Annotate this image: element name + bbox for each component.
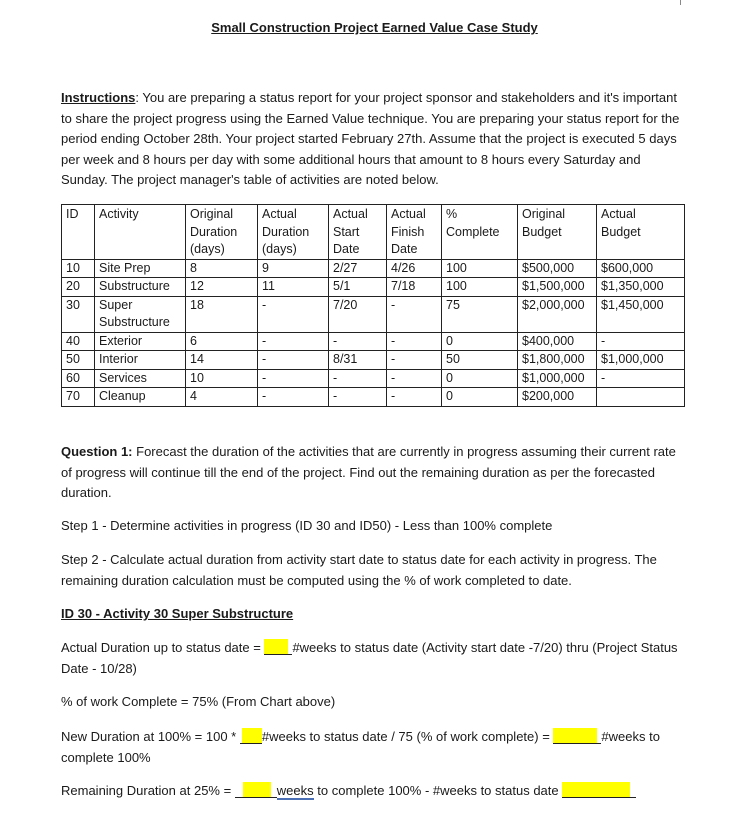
cell-activity: Services bbox=[95, 369, 186, 388]
table-row bbox=[62, 278, 685, 297]
cell-original-budget: $200,000 bbox=[518, 388, 597, 407]
table-row bbox=[62, 369, 685, 388]
cell-actual-duration: 9 bbox=[258, 259, 329, 278]
cell-percent-complete: 100 bbox=[442, 278, 518, 297]
answer-blank[interactable] bbox=[242, 728, 262, 744]
cell-original-duration: 6 bbox=[186, 332, 258, 351]
instructions-label: Instructions bbox=[61, 90, 136, 105]
header-actual-duration: Actual Duration (days) bbox=[258, 205, 329, 260]
cell-actual-duration: - bbox=[258, 388, 329, 407]
cell-activity: Substructure bbox=[95, 278, 186, 297]
cell-finish-date: - bbox=[387, 332, 442, 351]
cell-id: 40 bbox=[62, 332, 95, 351]
header-actual-start: Actual Start Date bbox=[329, 205, 387, 260]
header-actual-budget: Actual Budget bbox=[597, 205, 685, 260]
question-1-label: Question 1: bbox=[61, 444, 133, 459]
header-percent-complete: % Complete bbox=[442, 205, 518, 260]
cell-start-date: 2/27 bbox=[329, 259, 387, 278]
cell-original-duration: 10 bbox=[186, 369, 258, 388]
remaining-duration-line: Remaining Duration at 25% = weeks to complete 100% - #weeks to status date bbox=[61, 781, 689, 802]
table-header-row bbox=[62, 205, 685, 260]
new-duration-line: New Duration at 100% = 100 * #weeks to status date / 75 (% of work complete) = #weeks to complete 100% bbox=[61, 729, 660, 765]
cell-finish-date: - bbox=[387, 296, 442, 332]
cell-id: 70 bbox=[62, 388, 95, 407]
cell-original-duration: 14 bbox=[186, 351, 258, 370]
cell-original-budget: $1,500,000 bbox=[518, 278, 597, 297]
cell-original-budget: $1,000,000 bbox=[518, 369, 597, 388]
cell-original-budget: $500,000 bbox=[518, 259, 597, 278]
cell-percent-complete: 75 bbox=[442, 296, 518, 332]
cell-actual-budget: $600,000 bbox=[597, 259, 685, 278]
table-row bbox=[62, 332, 685, 351]
answer-blank[interactable] bbox=[243, 782, 271, 798]
cell-start-date: - bbox=[329, 332, 387, 351]
cell-id: 20 bbox=[62, 278, 95, 297]
cell-actual-duration: - bbox=[258, 369, 329, 388]
cell-original-duration: 4 bbox=[186, 388, 258, 407]
header-original-duration: Original Duration (days) bbox=[186, 205, 258, 260]
cell-start-date: 8/31 bbox=[329, 351, 387, 370]
cell-id: 30 bbox=[62, 296, 95, 332]
header-activity: Activity bbox=[95, 205, 186, 260]
table-row bbox=[62, 351, 685, 370]
step-2-text: Step 2 - Calculate actual duration from activity start date to status date for each activity in progress. The remaining duration calculation must be computed using the % of work completed to date. bbox=[61, 552, 657, 588]
cell-finish-date: 4/26 bbox=[387, 259, 442, 278]
page-corner-mark bbox=[680, 0, 681, 5]
table-row bbox=[62, 388, 685, 407]
cell-actual-budget: - bbox=[597, 332, 685, 351]
cell-finish-date: 7/18 bbox=[387, 278, 442, 297]
cell-activity: Site Prep bbox=[95, 259, 186, 278]
cell-start-date: - bbox=[329, 369, 387, 388]
cell-original-duration: 8 bbox=[186, 259, 258, 278]
cell-percent-complete: 0 bbox=[442, 388, 518, 407]
answer-blank[interactable] bbox=[553, 728, 597, 744]
cell-original-duration: 18 bbox=[186, 296, 258, 332]
cell-activity: Exterior bbox=[95, 332, 186, 351]
id30-heading: ID 30 - Activity 30 Super Substructure bbox=[61, 606, 294, 621]
cell-actual-budget: $1,450,000 bbox=[597, 296, 685, 332]
cell-percent-complete: 0 bbox=[442, 369, 518, 388]
header-original-budget: Original Budget bbox=[518, 205, 597, 260]
actual-duration-line: Actual Duration up to status date = #weeks to status date (Activity start date -7/20) thru (Project Status Date - 10/28) bbox=[61, 640, 678, 676]
cell-actual-budget: - bbox=[597, 369, 685, 388]
cell-id: 10 bbox=[62, 259, 95, 278]
cell-id: 60 bbox=[62, 369, 95, 388]
cell-actual-duration: 11 bbox=[258, 278, 329, 297]
cell-percent-complete: 100 bbox=[442, 259, 518, 278]
cell-id: 50 bbox=[62, 351, 95, 370]
cell-start-date: 5/1 bbox=[329, 278, 387, 297]
cell-percent-complete: 0 bbox=[442, 332, 518, 351]
cell-activity: Cleanup bbox=[95, 388, 186, 407]
table-row bbox=[62, 296, 685, 332]
instructions-text: : You are preparing a status report for your project sponsor and stakeholders and it's important to share the project progress using the Earned Value technique. You are preparing your status report for the period ending October 28th. Your project started February 27th. Assume that the project is executed 5 days per week and 8 hours per day with some additional hours that amount to 8 hours every Saturday and Sunday. The project manager's table of activities are noted below. bbox=[61, 90, 680, 187]
cell-percent-complete: 50 bbox=[442, 351, 518, 370]
header-id: ID bbox=[62, 205, 95, 260]
cell-actual-budget: $1,000,000 bbox=[597, 351, 685, 370]
cell-actual-duration: - bbox=[258, 296, 329, 332]
cell-actual-duration: - bbox=[258, 351, 329, 370]
cell-start-date: - bbox=[329, 388, 387, 407]
cell-activity: Interior bbox=[95, 351, 186, 370]
percent-complete-line: % of work Complete = 75% (From Chart above) bbox=[61, 694, 336, 709]
question-1-text: Forecast the duration of the activities that are currently in progress assuming their current rate of progress will continue till the end of the project. Find out the remaining duration as per the forecasted duration. bbox=[61, 444, 676, 500]
instructions-paragraph bbox=[61, 88, 689, 191]
cell-original-budget: $1,800,000 bbox=[518, 351, 597, 370]
cell-finish-date: - bbox=[387, 369, 442, 388]
answer-blank[interactable] bbox=[264, 639, 288, 655]
cell-finish-date: - bbox=[387, 388, 442, 407]
activities-table bbox=[61, 204, 685, 407]
table-row bbox=[62, 259, 685, 278]
cell-original-budget: $400,000 bbox=[518, 332, 597, 351]
header-actual-finish: Actual Finish Date bbox=[387, 205, 442, 260]
page-title: Small Construction Project Earned Value Case Study bbox=[211, 20, 538, 35]
cell-activity: Super Substructure bbox=[95, 296, 186, 332]
question-1-paragraph bbox=[61, 442, 689, 504]
step-1-text: Step 1 - Determine activities in progress (ID 30 and ID50) - Less than 100% complete bbox=[61, 518, 553, 533]
cell-actual-budget: $1,350,000 bbox=[597, 278, 685, 297]
answer-blank[interactable] bbox=[562, 782, 630, 798]
cell-original-budget: $2,000,000 bbox=[518, 296, 597, 332]
cell-original-duration: 12 bbox=[186, 278, 258, 297]
cell-finish-date: - bbox=[387, 351, 442, 370]
cell-actual-budget bbox=[597, 388, 685, 407]
cell-start-date: 7/20 bbox=[329, 296, 387, 332]
cell-actual-duration: - bbox=[258, 332, 329, 351]
